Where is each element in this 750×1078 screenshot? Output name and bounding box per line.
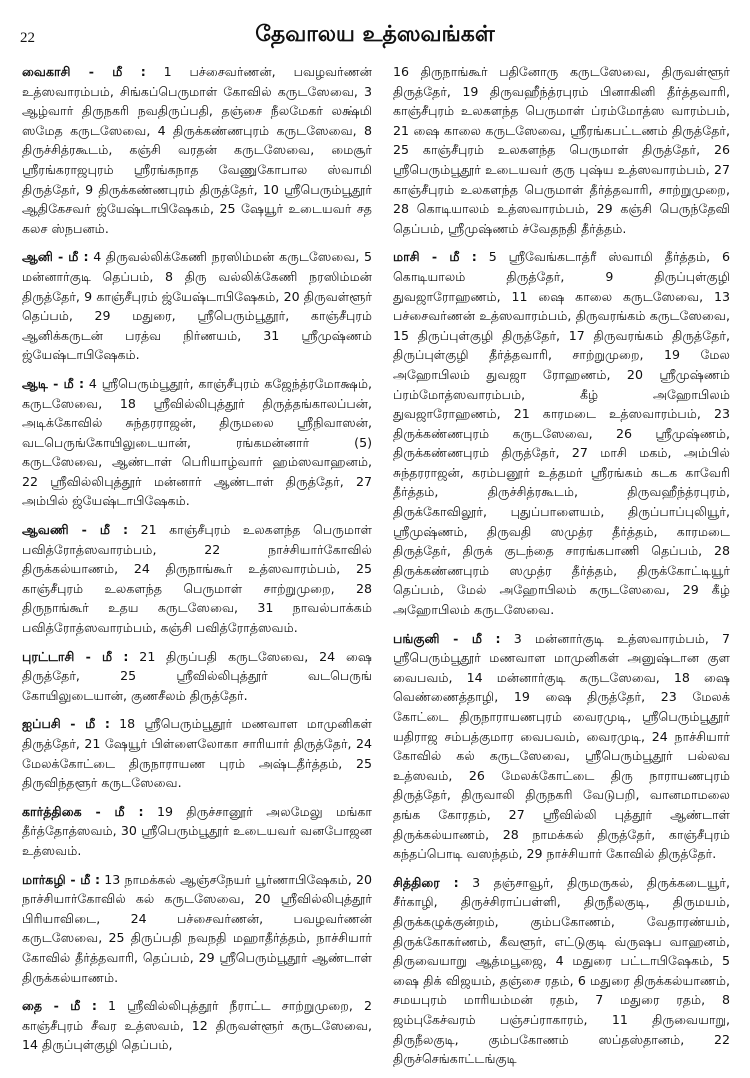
entry-text: 19 திருச்சானூர் அலமேலு மங்கா தீர்த்தோத்ஸவம், 30 ஸ்ரீபெரும்பூதூர் உடையவர் வனபோஜன உத்ஸவம். xyxy=(22,803,372,858)
month-label: ஆவணி - மீ : xyxy=(22,522,129,538)
month-label: சித்திரை : xyxy=(393,874,459,890)
page-title: தேவாலய உத்ஸவங்கள் xyxy=(255,22,495,47)
month-label: மார்கழி - மீ : xyxy=(22,871,101,887)
entry-text: 3 தஞ்சாவூர், திருமருகல், திருக்கடையூர், சீர்காழி, திருச்சிராப்பள்ளி, திருநீலகுடி, திருமயம், திருக்கழுக்குன்றம், கும்பகோணம், வேதாரண்யம், திருக்கோகர்ணம், கீவளூர், எட்டுகுடி வ்ருஷப வாஹனம், திருவையாறு ஆத்மபூஜை, 4 மதுரை பட்டாபிஷேகம், 5 ஷை திக் விஜயம், தஞ்சை ரதம், 6 மதுரை திருக்கல்யாணம், சமயபுரம் மாரியம்மன் ரதம், 7 மதுரை ரதம், 8 ஜம்புகேச்வரம் பஞ்சப்ராகாரம், 11 திருவையாறு, திருநீலகுடி, கும்பகோணம் ஸப்தஸ்தானம், 22 திருச்செங்காட்டங்குடி xyxy=(393,874,731,1067)
entry-text: 4 திருவல்லிக்கேணி நரஸிம்மன் கருடஸேவை, 5 மன்னார்குடி தெப்பம், 8 திரு வல்லிக்கேணி நரஸிம்மன் திருத்தேர், 9 காஞ்சீபுரம் ஜ்யேஷ்டாபிஷேகம், 20 திருவள்ளூர் தெப்பம், 29 மதுரை, ஸ்ரீபெரும்பூதூர், காஞ்சீபுரம் ஆனிக்கருடன் பரத்வ நிர்ணயம், 31 ஸ்ரீமுஷ்ணம் ஜ்யேஷ்டாபிஷேகம். xyxy=(22,249,372,363)
festival-entry-chithirai xyxy=(393,873,730,1069)
month-label: ஆடி - மீ : xyxy=(22,375,85,391)
month-label: பங்குனி - மீ : xyxy=(393,630,501,646)
entry-text: 18 ஸ்ரீபெரும்பூதூர் மணவாள மாமுனிகள் திருத்தேர், 21 ஷேயூர் பிள்ளைலோகா சாரியார் திருத்தேர், 24 மேலக்கோட்டை திருநாராயண புரம் அஷ்டதீர்த்தம், 25 திருவிந்தளூர் கருடஸேவை. xyxy=(22,716,372,791)
entry-text: 4 ஸ்ரீபெரும்பூதூர், காஞ்சீபுரம் கஜேந்த்ரமோக்ஷம், கருடஸேவை, 18 ஸ்ரீவில்லிபுத்தூர் திருத்தங்காலப்பன், அடிக்கோவில் சுந்தரராஜன், திருமலை ஸ்ரீநிவாஸன், வடபெருங்கோயிலுடையான், ரங்கமன்னார் (5) கருடஸேவை, ஆண்டாள் பெரியாழ்வார் ஹம்ஸவாஹனம், 22 ஸ்ரீவில்லிபுத்தூர் மன்னார் ஆண்டாள் திருத்தேர், 27 அம்பில் ஜ்யேஷ்டாபிஷேகம். xyxy=(22,375,372,509)
festival-entry-purattasi xyxy=(22,647,372,706)
entry-text: 3 மன்னார்குடி உத்ஸவாரம்பம், 7 ஸ்ரீபெரும்பூதூர் மணவாள மாமுனிகள் அனுஷ்டான குள வைபவம், 14 மன்னார்குடி கருடஸேவை, 18 ஷை வெண்ணைத்தாழி, 19 ஷை திருத்தேர், 23 மேலக் கோட்டை திருநாராயணபுரம் வைரமுடி, ஸ்ரீபெரும்பூதூர் யதிராஜ சம்பத்குமார வைபவம், வைரமுடி, 24 நாச்சியார் கோவில் கல் கருடஸேவை, ஸ்ரீபெரும்பூதூர் பல்லவ உத்ஸவம், 26 மேலக்கோட்டை திரு நாராயணபுரம் திருத்தேர், திருவாலி திருநகரி வேடுபறி, வானமாமலை தங்க கோரதம், 27 ஸ்ரீவில்லி புத்தூர் ஆண்டாள் திருக்கல்யாணம், 28 நாமக்கல் திருத்தேர், காஞ்சீபுரம் கந்தப்பொடி வஸந்தம், 29 நாச்சியார் கோவில் திருத்தேர். xyxy=(393,630,730,862)
entry-text: 16 திருநாங்கூர் பதினோரு கருடஸேவை, திருவள்ளூர் திருத்தேர், 19 திருவஹீந்த்ரபுரம் பினாகினி தீர்த்தவாரி, காஞ்சீபுரம் உலகளந்த பெருமாள் ப்ரம்மோத்ஸ வாரம்பம், 21 ஷை காலை கருடஸேவை, ஸ்ரீரங்கபட்டணம் திருத்தேர், 25 காஞ்சீபுரம் உலகளந்த பெருமாள் திருத்தேர், 26 ஸ்ரீபெரும்பூதூர் உடையவர் குரு புஷ்ய உத்ஸவாரம்பம், 27 காஞ்சீபுரம் உலகளந்த பெருமாள் தீர்த்தவாரி, சாற்றுமுறை, 28 கொடியாலம் உத்ஸவாரம்பம், 29 கஞ்சி பெருந்தேவி தெப்பம், ஸ்ரீமுஷ்ணம் ச்வேதநதி தீர்த்தம். xyxy=(393,64,730,236)
festival-entry-aani xyxy=(22,247,372,365)
festival-entry-thai-continued xyxy=(393,62,730,238)
left-column xyxy=(22,62,372,1064)
festival-entry-maasi xyxy=(393,247,730,619)
month-label: ஆனி - மீ : xyxy=(22,249,89,265)
festival-entry-margazhi xyxy=(22,870,372,988)
right-column xyxy=(393,62,730,1078)
entry-text: 5 ஸ்ரீவேங்கடாத்ரீ ஸ்வாமி தீர்த்தம், 6 கொடியாலம் திருத்தேர், 9 திருப்புள்குழி துவஜாரோஹணம், 11 ஷை காலை கருடஸேவை, 13 பச்சைவர்ணன் உத்ஸவாரம்பம், திருவரங்கம் கருடஸேவை, 15 திருப்புள்குழி திருத்தேர், 17 திருவரங்கம் திருத்தேர், திருப்புள்குழி தீர்த்தவாரி, சாற்றுமுறை, 19 மேல அஹோபிலம் துவஜா ரோஹணம், 20 ஸ்ரீமுஷ்ணம் ப்ரம்மோத்ஸவாரம்பம், கீழ் அஹோபிலம் துவஜாரோஹணம், 21 காரமடை உத்ஸவாரம்பம், 23 திருக்கண்ணபுரம் கருடஸேவை, 26 ஸ்ரீமுஷ்ணம், திருக்கண்ணபுரம் திருத்தேர், 27 மாசி மகம், அம்பில் சுந்தரராஜன், கரம்பனூர் உத்தமர் ஸ்ரீரங்கம் கடக காவேரி தீர்த்தம், திருச்சித்ரகூடம், திருவஹீந்த்ரபுரம், திருக்கோவிலூர், புதுப்பாளையம், திருப்பாப்புலியூர், ஸ்ரீமுஷ்ணம், திருவதி ஸமுத்ர தீர்த்தம், காரமடை திருத்தேர், திருக் குடந்தை சாரங்கபாணி தெப்பம், 28 திருக்கண்ணபுரம் ஸமுத்ர தீர்த்தம், திருக்கோட்டியூர் தெப்பம், மேல் அஹோபிலம் கருடஸேவை, 29 கீழ் அஹோபிலம் கருடஸேவை. xyxy=(393,249,730,618)
month-label: கார்த்திகை - மீ : xyxy=(22,803,144,819)
month-label: மாசி - மீ : xyxy=(393,249,477,265)
entry-text: 1 பச்சைவர்ணன், பவழவர்ணன் உத்ஸவாரம்பம், சிங்கப்பெருமாள் கோவில் கருடஸேவை, 3 ஆழ்வார் திருநகரி நவதிருப்பதி, தஞ்சை நீலமேகர் லக்ஷ்மி ஸமேத கருடஸேவை, 4 திருக்கண்ணபுரம் கருடஸேவை, 8 திருச்சித்ரகூடம், கஞ்சி வரதன் கருடஸேவை, மைசூர் ஸ்ரீரங்கராஜபுரம் ஸ்ரீரங்கநாத வேணுகோபால ஸ்வாமி திருத்தேர், 9 திருக்கண்ணபுரம் திருத்தேர், 10 ஸ்ரீபெரும்பூதூர் ஆதிகேசவர் ஜ்யேஷ்டாபிஷேகம், 25 ஷேயூர் உடையவர் சத கலச ஸ்நபனம். xyxy=(22,64,372,236)
festival-entry-vaikasi xyxy=(22,62,372,238)
page-number: 22 xyxy=(20,30,35,46)
month-label: தை - மீ : xyxy=(22,998,97,1014)
festival-entry-aadi xyxy=(22,374,372,511)
entry-text: 21 திருப்பதி கருடஸேவை, 24 ஷை திருத்தேர், 25 ஸ்ரீவில்லிபுத்தூர் வடபெருங் கோயிலுடையான், குணசீலம் திருத்தேர். xyxy=(22,648,372,703)
festival-entry-aippasi xyxy=(22,714,372,792)
month-label: வைகாசி - மீ : xyxy=(22,64,146,79)
entry-text: 1 ஸ்ரீவில்லிபுத்தூர் நீராட்ட சாற்றுமுறை, 2 காஞ்சீபுரம் சீவர உத்ஸவம், 12 திருவள்ளூர் கருடஸேவை, 14 திருப்புள்குழி தெப்பம், xyxy=(22,998,372,1053)
entry-text: 21 காஞ்சீபுரம் உலகளந்த பெருமாள் பவித்ரோத்ஸவாரம்பம், 22 நாச்சியார்கோவில் திருக்கல்யாணம், 24 திருநாங்கூர் உத்ஸவாரம்பம், 25 காஞ்சீபுரம் உலகளந்த பெருமாள் சாற்றுமுறை, 28 திருநாங்கூர் உதய கருடஸேவை, 31 நாவல்பாக்கம் பவித்ரோத்ஸவாரம்பம், கஞ்சி பவித்ரோத்ஸவம். xyxy=(22,522,372,636)
festival-entry-panguni xyxy=(393,629,730,864)
festival-entry-aavani xyxy=(22,520,372,638)
month-label: புரட்டாசி - மீ : xyxy=(22,648,129,664)
month-label: ஐப்பசி - மீ : xyxy=(22,716,110,732)
festival-entry-thai xyxy=(22,996,372,1055)
entry-text: 13 நாமக்கல் ஆஞ்சநேயர் பூர்ணாபிஷேகம், 20 நாச்சியார்கோவில் கல் கருடஸேவை, 20 ஸ்ரீவில்லிபுத்தூர் பிரியாவிடை, 24 பச்சைவர்ணன், பவழவர்ணன் கருடஸேவை, 25 திருப்பதி நவநதி மஹாதீர்த்தம், நாச்சியார் கோவில் தீர்த்தவாரி, தெப்பம், 29 ஸ்ரீபெரும்பூதூர் ஆண்டாள் திருக்கல்யாணம். xyxy=(22,871,372,985)
festival-entry-karthigai xyxy=(22,802,372,861)
